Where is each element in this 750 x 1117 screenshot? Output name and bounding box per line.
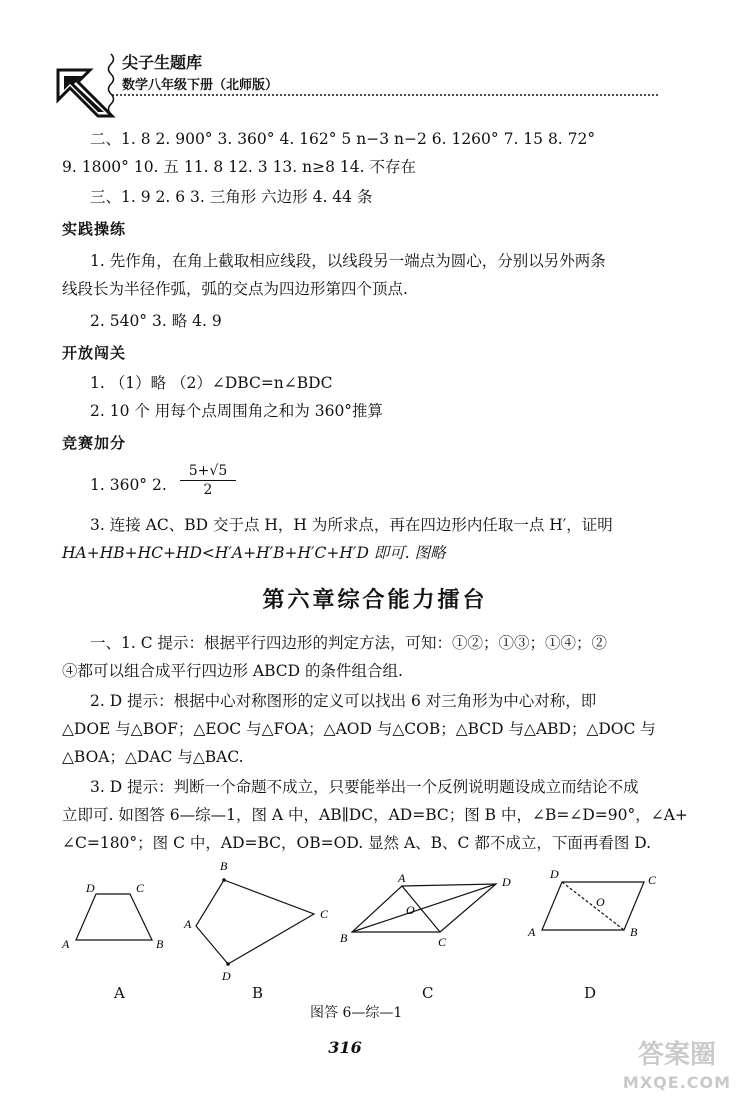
fig-a-label-c: C	[136, 881, 145, 895]
contest-q3-line1: 3. 连接 AC、BD 交于点 H，H 为所求点，再在四边形内任取一点 H′，证明	[90, 516, 613, 534]
fig-b-label-d: D	[222, 969, 231, 983]
chapter-p3-line3: ∠C=180°；图 C 中，AD=BC，OB=OD. 显然 A、B、C 都不成立，下面再看图 D.	[62, 834, 652, 852]
caption-d: D	[584, 984, 597, 1002]
chapter-title: 第六章综合能力擂台	[262, 587, 488, 613]
contest-heading: 竞赛加分	[62, 434, 127, 452]
contest-q3-line2: HA+HB+HC+HD<H′A+H′B+H′C+H′D 即可. 图略	[62, 544, 446, 562]
answers-2-line2: 9. 1800° 10. 五 11. 8 12. 3 13. n≥8 14. 不存在	[62, 158, 416, 176]
open-q2: 2. 10 个 用每个点周围角之和为 360°推算	[90, 402, 384, 420]
contest-q1: 1. 360° 2.	[90, 476, 167, 494]
chapter-p1-line1: 一、1. C 提示：根据平行四边形的判定方法，可知：①②；①③；①④；②	[90, 634, 608, 652]
fig-d-label-b: B	[630, 925, 638, 939]
caption-a: A	[114, 984, 125, 1002]
fig-d-label-a: A	[528, 925, 536, 939]
figure-a-trapezoid	[61, 881, 164, 951]
fig-a-label-b: B	[156, 937, 164, 951]
chapter-p3-line1: 3. D 提示：判断一个命题不成立，只要能举出一个反例说明题设成立而结论不成	[90, 778, 639, 796]
practice-heading: 实践操练	[62, 220, 127, 238]
fig-c-label-d: D	[502, 875, 511, 889]
watermark	[612, 1038, 742, 1094]
answers-2-line1: 二、1. 8 2. 900° 3. 360° 4. 162° 5 n−3 n−2 6. 1260° 7. 15 8. 72°	[90, 130, 596, 148]
answers-3: 三、1. 9 2. 6 3. 三角形 六边形 4. 44 条	[90, 188, 373, 206]
watermark-line2: MXQE.COM	[622, 1073, 732, 1092]
fig-a-label-d: D	[86, 881, 95, 895]
fig-b-label-b: B	[220, 859, 228, 873]
practice-q2: 2. 540° 3. 略 4. 9	[90, 312, 222, 330]
chapter-p3-line2: 立即可. 如图答 6—综—1，图 A 中，AB∥DC，AD=BC；图 B 中，∠B=∠D=90°，∠A+	[62, 806, 688, 824]
caption-c: C	[422, 984, 434, 1002]
fig-d-label-c: C	[648, 873, 657, 887]
book-subtitle: 数学八年级下册（北师版）	[122, 78, 279, 93]
fig-c-label-c: C	[438, 935, 447, 949]
fraction-numerator: 5+√5	[180, 462, 236, 481]
open-heading: 开放闯关	[62, 344, 127, 362]
caption-b: B	[252, 984, 264, 1002]
fig-d-label-o: O	[596, 895, 605, 909]
header-divider	[112, 92, 660, 98]
fig-b-label-c: C	[320, 907, 329, 921]
figure-b-quadrilateral	[183, 859, 329, 983]
fig-c-label-a: A	[398, 871, 406, 885]
fig-c-label-o: O	[406, 903, 415, 917]
practice-q1-line1: 1. 先作角，在角上截取相应线段，以线段另一端点为圆心，分别以另外两条	[90, 252, 606, 270]
chapter-p2-line2: △DOE 与△BOF；△EOC 与△FOA；△AOD 与△COB；△BCD 与△ABD；△DOC 与	[62, 720, 656, 738]
figure-d-parallelogram	[527, 867, 657, 939]
fig-d-label-d: D	[550, 867, 559, 881]
chapter-p2-line1: 2. D 提示：根据中心对称图形的定义可以找出 6 对三角形为中心对称，即	[90, 692, 597, 710]
fraction	[180, 462, 236, 499]
fig-a-label-a: A	[62, 937, 70, 951]
fig-b-label-a: A	[184, 917, 192, 931]
figure-c-quadrilateral	[340, 871, 511, 949]
book-title: 尖子生题库	[122, 53, 203, 72]
fraction-denominator: 2	[203, 482, 213, 498]
chapter-p1-line2: ④都可以组合成平行四边形 ABCD 的条件组合组.	[62, 662, 403, 680]
fig-c-label-b: B	[340, 931, 348, 945]
page-number: 316	[328, 1038, 362, 1057]
practice-q1-line2: 线段长为半径作弧，弧的交点为四边形第四个顶点.	[62, 280, 408, 298]
figure-group	[0, 856, 750, 986]
watermark-line1: 答案圈	[637, 1040, 716, 1070]
header-wave-divider	[104, 52, 118, 122]
figure-caption: 图答 6—综—1	[310, 1005, 403, 1021]
chapter-p2-line3: △BOA；△DAC 与△BAC.	[62, 748, 244, 766]
open-q1: 1. （1）略 （2）∠DBC=n∠BDC	[90, 374, 333, 392]
